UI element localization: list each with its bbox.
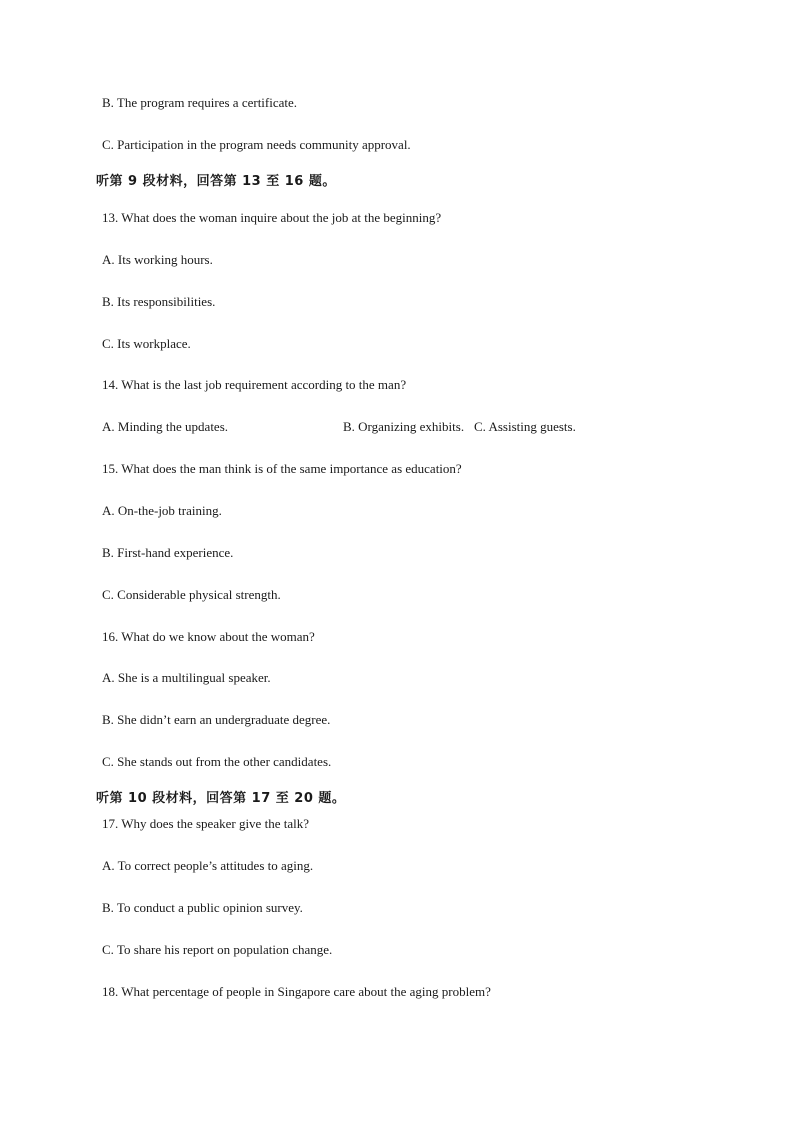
question-15-option-b: B. First-hand experience. [102, 545, 234, 560]
question-17: 17. Why does the speaker give the talk? [102, 816, 309, 831]
question-16-option-c: C. She stands out from the other candidates. [102, 754, 332, 769]
question-18: 18. What percentage of people in Singapore care about the aging problem? [102, 984, 491, 999]
question-17-option-a: A. To correct people’s attitudes to aging. [102, 858, 314, 873]
question-15-option-c: C. Considerable physical strength. [102, 587, 281, 602]
question-16: 16. What do we know about the woman? [102, 629, 315, 644]
question-14-option-b: B. Organizing exhibits. [343, 419, 465, 434]
section-heading-10: 听第 10 段材料，回答第 17 至 20 题。 [96, 791, 346, 806]
question-17-option-c: C. To share his report on population change. [102, 942, 333, 957]
question-16-option-b: B. She didn’t earn an undergraduate degree. [102, 712, 331, 727]
option-b-program-certificate: B. The program requires a certificate. [102, 95, 298, 110]
section-heading-9: 听第 9 段材料，回答第 13 至 16 题。 [96, 174, 336, 189]
question-13-option-c: C. Its workplace. [102, 336, 191, 351]
question-13-option-a: A. Its working hours. [102, 252, 213, 267]
question-13-option-b: B. Its responsibilities. [102, 294, 216, 309]
question-17-option-b: B. To conduct a public opinion survey. [102, 900, 303, 915]
question-13: 13. What does the woman inquire about the job at the beginning? [102, 210, 442, 225]
question-15: 15. What does the man think is of the same importance as education? [102, 461, 462, 476]
question-14-option-c: C. Assisting guests. [474, 419, 576, 434]
question-14-option-a: A. Minding the updates. [102, 419, 229, 434]
option-c-community-approval: C. Participation in the program needs community approval. [102, 137, 411, 152]
question-14: 14. What is the last job requirement according to the man? [102, 377, 407, 392]
question-16-option-a: A. She is a multilingual speaker. [102, 670, 271, 685]
question-15-option-a: A. On-the-job training. [102, 503, 222, 518]
